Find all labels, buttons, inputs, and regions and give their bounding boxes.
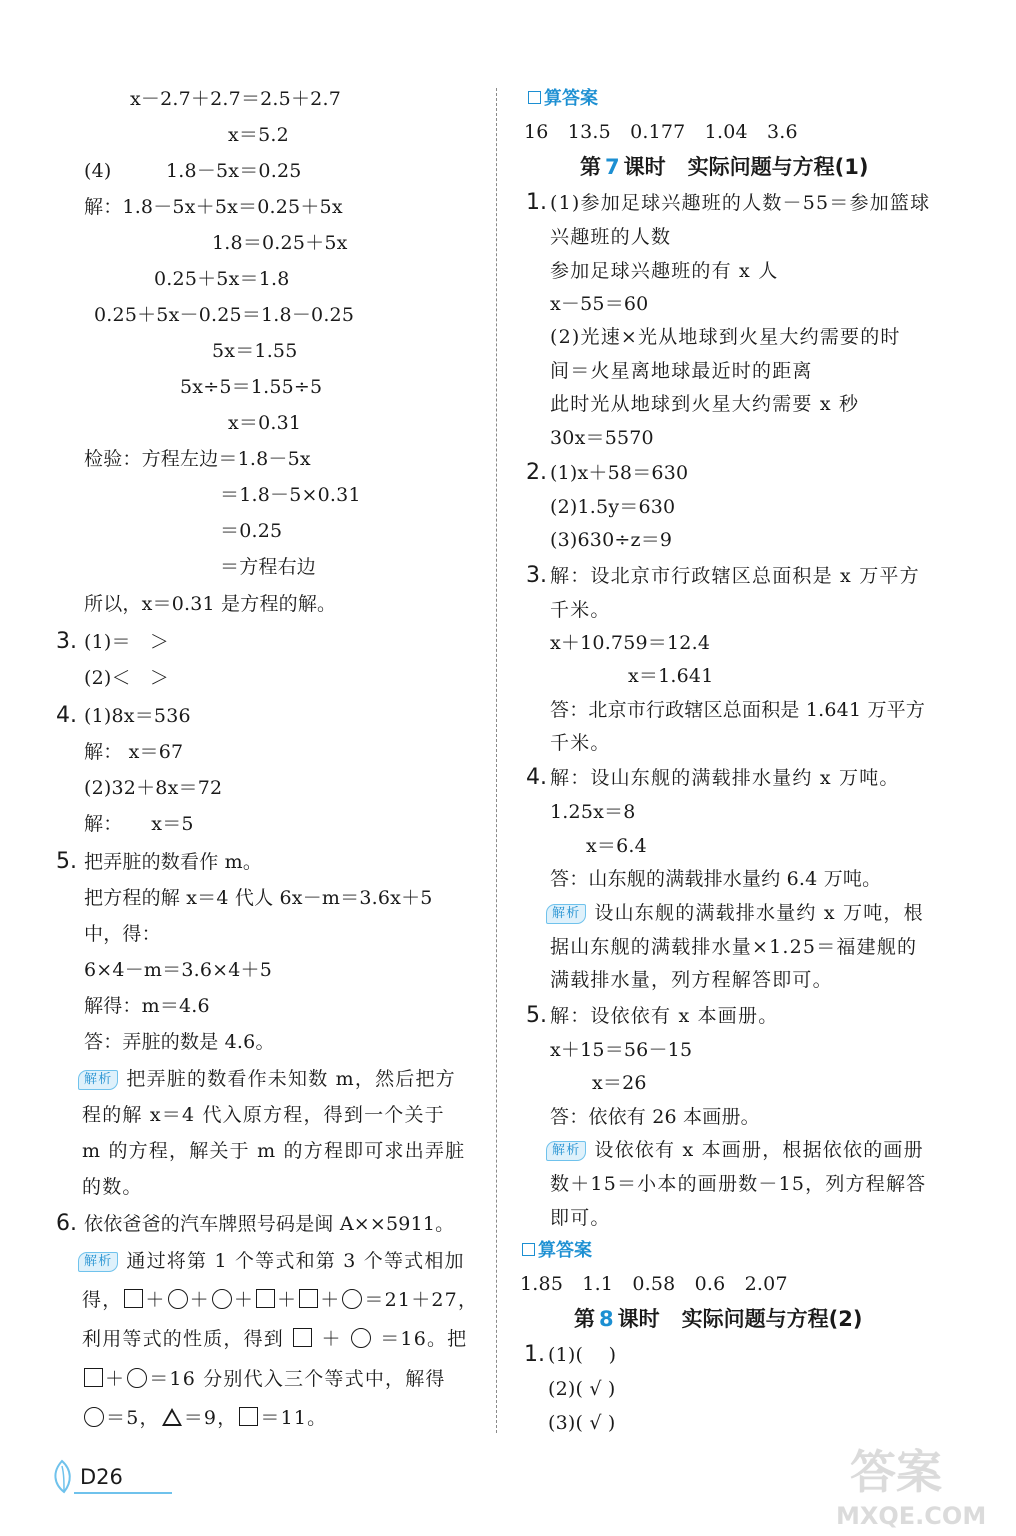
calc-answer-values: 1.85 1.1 0.58 0.6 2.07 (520, 1273, 788, 1295)
analysis-line: 解析 通过将第 1 个等式和第 3 个等式相加 (78, 1248, 465, 1274)
check-line: ＝0.25 (220, 520, 283, 542)
answer-line: 解得：m＝4.6 (84, 995, 210, 1017)
answer-line: 解： x＝5 (84, 813, 194, 835)
analysis-line: 即可。 (550, 1207, 611, 1229)
answer-line: (2)( √ ) (548, 1378, 616, 1400)
answer-line: 兴趣班的人数 (550, 226, 672, 248)
square-shape-icon (84, 1368, 103, 1387)
analysis-line: ＋ ＝16 分别代入三个等式中，解得 (82, 1366, 446, 1392)
check-line: ＝1.8－5×0.31 (220, 484, 361, 506)
analysis-line: 解析 把弄脏的数看作未知数 m，然后把方 (78, 1066, 456, 1092)
equation-line: 1.8－5x＝0.25 (166, 160, 302, 182)
answer-line: (2)1.5y＝630 (550, 496, 676, 518)
lesson-7-title: 第 7 课时 实际问题与方程(1) (580, 155, 869, 179)
analysis-line: 利用等式的性质，得到 ＋ ＝16。把 (82, 1328, 468, 1350)
analysis-line: ＝5， ＝9， ＝11。 (82, 1405, 327, 1431)
answer-line: 答：依依有 26 本画册。 (550, 1106, 760, 1128)
calc-answer-heading: 算答案 (522, 1239, 592, 1263)
page-number: D26 (80, 1465, 123, 1489)
analysis-line: 据山东舰的满载排水量×1.25＝福建舰的 (550, 936, 918, 958)
equation-line: 5x÷5＝1.55÷5 (180, 376, 323, 398)
page-number-underline (74, 1492, 172, 1494)
answer-line: 解： x＝67 (84, 741, 184, 763)
conclusion-line: 所以，x＝0.31 是方程的解。 (84, 593, 337, 615)
analysis-line: m 的方程，解关于 m 的方程即可求出弄脏 (82, 1140, 466, 1162)
answer-line: 依依爸爸的汽车牌照号码是闽 A××5911。 (84, 1213, 455, 1235)
analysis-line: 数＋15＝小本的画册数－15，列方程解答 (550, 1173, 927, 1195)
equation-line: x＝0.31 (228, 412, 302, 434)
circle-shape-icon (351, 1328, 371, 1348)
answer-line: 解：设依依有 x 本画册。 (550, 1005, 779, 1027)
square-shape-icon (299, 1289, 318, 1308)
answer-line: 答：山东舰的满载排水量约 6.4 万吨。 (550, 868, 882, 890)
checkbox-square-icon (522, 1243, 535, 1256)
answer-line: 答：北京市行政辖区总面积是 1.641 万平方 (550, 699, 926, 721)
equation-line: 1.8＝0.25＋5x (212, 232, 348, 254)
answer-line: (2)＜ ＞ (84, 667, 170, 689)
watermark-url: MXQE.COM (836, 1502, 987, 1530)
answer-line: x＋10.759＝12.4 (550, 632, 711, 654)
lesson-8-title: 第 8 课时 实际问题与方程(2) (574, 1307, 863, 1331)
square-shape-icon (293, 1328, 312, 1347)
answer-line: x＝26 (592, 1072, 647, 1094)
question-number: 1. (524, 1342, 545, 1367)
question-number: 3. (56, 629, 77, 654)
question-number: 4. (56, 703, 77, 728)
answer-line: 千米。 (550, 732, 611, 754)
answer-line: (1)8x＝536 (84, 705, 191, 727)
equation-line: 0.25＋5x＝1.8 (154, 268, 290, 290)
answer-line: 把方程的解 x＝4 代人 6x－m＝3.6x＋5 (84, 887, 433, 909)
answer-line: x＝6.4 (586, 835, 647, 857)
square-shape-icon (256, 1289, 275, 1308)
answer-line: (3)630÷z＝9 (550, 529, 673, 551)
watermark-logo (830, 1430, 1010, 1530)
check-line: 检验：方程左边＝1.8－5x (84, 448, 311, 470)
question-number: 2. (526, 460, 547, 485)
analysis-tag: 解析 (546, 904, 586, 924)
equation-line: x＝5.2 (228, 124, 289, 146)
answer-line: 千米。 (550, 599, 611, 621)
answer-line: (2)光速×光从地球到火星大约需要的时 (550, 326, 901, 348)
answer-line: (1)参加足球兴趣班的人数－55＝参加篮球 (550, 192, 931, 214)
answer-line: 解：设北京市行政辖区总面积是 x 万平方 (550, 565, 920, 587)
question-number: 1. (526, 190, 547, 215)
calc-answer-heading: 算答案 (528, 87, 598, 111)
answer-line: x－55＝60 (550, 293, 649, 315)
analysis-tag: 解析 (546, 1141, 586, 1161)
equation-line: 解：1.8－5x＋5x＝0.25＋5x (84, 196, 343, 218)
circle-shape-icon (127, 1368, 147, 1388)
analysis-tag: 解析 (78, 1252, 118, 1272)
question-number: 3. (526, 563, 547, 588)
triangle-shape-icon (162, 1408, 182, 1426)
answer-line: (2)32＋8x＝72 (84, 777, 223, 799)
answer-line: (3)( √ ) (548, 1412, 616, 1434)
question-number: 6. (56, 1211, 77, 1236)
analysis-line: 程的解 x＝4 代入原方程，得到一个关于 (82, 1104, 445, 1126)
analysis-line: 得， ＋ ＋ ＋ ＋ ＋ ＝21＋27， (82, 1289, 479, 1311)
answer-line: 30x＝5570 (550, 427, 654, 449)
analysis-line: 解析 设依依有 x 本画册，根据依依的画册 (546, 1137, 924, 1163)
circle-shape-icon (212, 1289, 232, 1309)
circle-shape-icon (84, 1407, 104, 1427)
analysis-line: 的数。 (82, 1176, 143, 1198)
answer-line: 此时光从地球到火星大约需要 x 秒 (550, 393, 860, 415)
calc-answer-values: 16 13.5 0.177 1.04 3.6 (524, 121, 798, 143)
answer-line: (1)( ) (548, 1344, 617, 1366)
answer-line: 把弄脏的数看作 m。 (84, 851, 263, 873)
column-divider (496, 88, 497, 1433)
answer-line: 中，得： (84, 923, 161, 945)
circle-shape-icon (342, 1289, 362, 1309)
equation-line: x－2.7＋2.7＝2.5＋2.7 (130, 88, 341, 110)
check-line: ＝方程右边 (220, 556, 317, 578)
question-number: 4. (526, 765, 547, 790)
answer-line: 参加足球兴趣班的有 x 人 (550, 260, 779, 282)
circle-shape-icon (168, 1289, 188, 1309)
analysis-tag: 解析 (78, 1070, 118, 1090)
answer-line: x＝1.641 (628, 665, 714, 687)
answer-line: x＋15＝56－15 (550, 1039, 693, 1061)
answer-line: 间＝火星离地球最近时的距离 (550, 360, 813, 382)
square-shape-icon (124, 1289, 143, 1308)
watermark-text: 答案 (850, 1445, 942, 1499)
analysis-line: 满载排水量，列方程解答即可。 (550, 969, 833, 991)
square-shape-icon (239, 1407, 258, 1426)
equation-line: 0.25＋5x－0.25＝1.8－0.25 (94, 304, 355, 326)
analysis-line: 解析 设山东舰的满载排水量约 x 万吨，根 (546, 900, 924, 926)
sub-question-label: (4) (84, 160, 112, 182)
question-number: 5. (526, 1003, 547, 1028)
answer-line: 1.25x＝8 (550, 801, 636, 823)
answer-line: 解：设山东舰的满载排水量约 x 万吨。 (550, 767, 900, 789)
equation-line: 5x＝1.55 (212, 340, 298, 362)
answer-line: 6×4－m＝3.6×4＋5 (84, 959, 273, 981)
leaf-icon (50, 1458, 80, 1494)
question-number: 5. (56, 849, 77, 874)
checkbox-square-icon (528, 91, 541, 104)
answer-line: (1)＝ ＞ (84, 631, 170, 653)
answer-line: (1)x＋58＝630 (550, 462, 689, 484)
answer-line: 答：弄脏的数是 4.6。 (84, 1031, 275, 1053)
